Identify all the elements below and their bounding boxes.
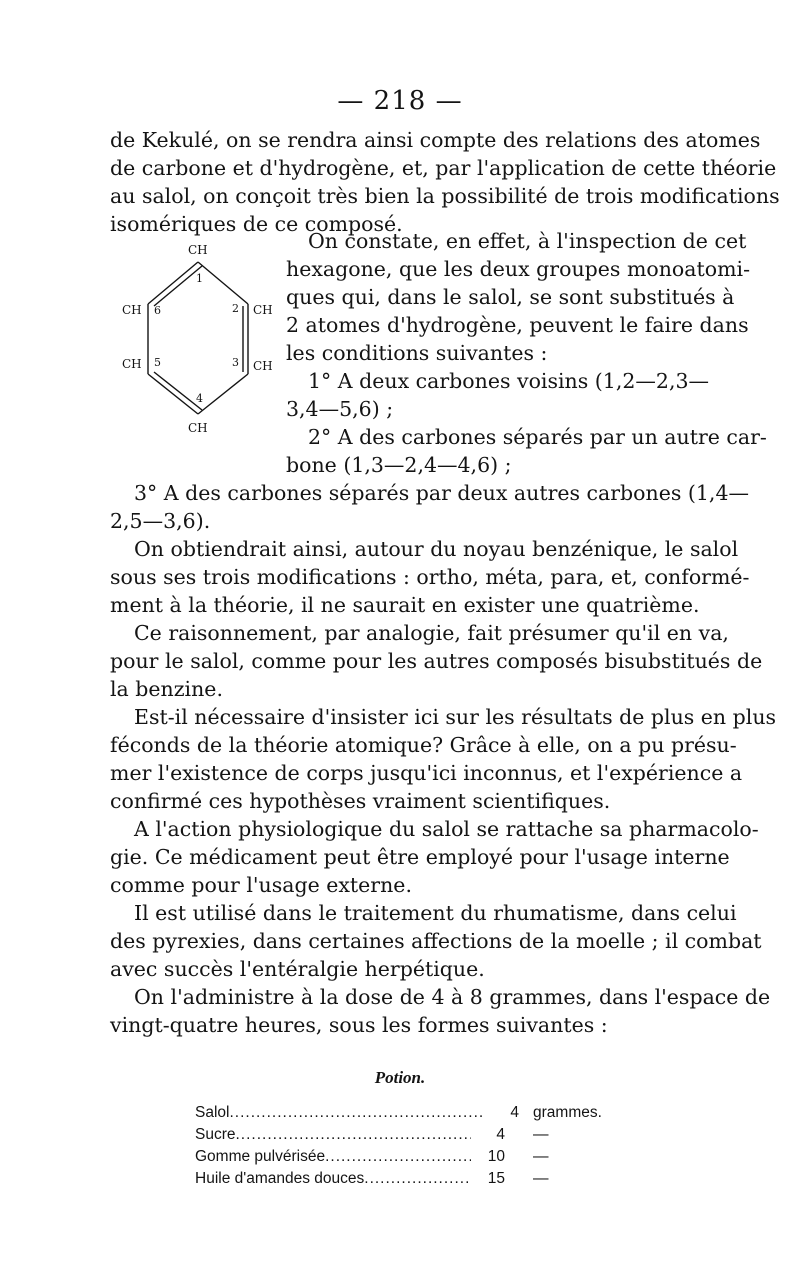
text-line: hexagone, que les deux groupes monoatomi-	[286, 257, 750, 281]
ingredient-unit: grammes.	[533, 1104, 602, 1121]
text-line: vingt-quatre heures, sous les formes suivantes :	[110, 1013, 608, 1037]
leader-dots	[236, 1126, 472, 1144]
text-line: de carbone et d'hydrogène, et, par l'application de cette théorie	[110, 156, 777, 180]
text-line: pour le salol, comme pour les autres composés bisubstitués de	[110, 649, 763, 673]
recipe-row	[195, 1148, 615, 1170]
position-3: 3	[232, 356, 239, 369]
leader-dots	[364, 1170, 471, 1188]
text-line: On l'administre à la dose de 4 à 8 grammes, dans l'espace de	[134, 985, 771, 1009]
text-line: bone (1,3—2,4—4,6) ;	[286, 453, 512, 477]
leader-dots	[325, 1148, 471, 1166]
position-6: 6	[154, 304, 161, 317]
text-line: 2,5—3,6).	[110, 509, 211, 533]
ingredient-quantity: 10	[487, 1148, 505, 1165]
ingredient-quantity: 4	[510, 1104, 519, 1121]
atom-ch-lower-left: CH	[122, 357, 142, 371]
ingredient-name: Gomme pulvérisée	[195, 1148, 326, 1165]
text-line: A l'action physiologique du salol se rattache sa pharmacolo-	[134, 817, 759, 841]
text-line: 1° A deux carbones voisins (1,2—2,3—	[308, 369, 710, 393]
text-line: gie. Ce médicament peut être employé pour l'usage interne	[110, 845, 730, 869]
position-2: 2	[232, 302, 239, 315]
text-line: 3° A des carbones séparés par deux autres carbones (1,4—	[134, 481, 749, 505]
ingredient-unit: —	[533, 1126, 549, 1143]
position-1: 1	[196, 272, 203, 285]
ingredient-name: Huile d'amandes douces	[195, 1170, 365, 1187]
text-line: mer l'existence de corps jusqu'ici inconnus, et l'expérience a	[110, 761, 743, 785]
text-line: Est-il nécessaire d'insister ici sur les résultats de plus en plus	[134, 705, 777, 729]
text-line: féconds de la théorie atomique? Grâce à elle, on a pu présu-	[110, 733, 737, 757]
text-line: comme pour l'usage externe.	[110, 873, 412, 897]
text-line: ques qui, dans le salol, se sont substitués à	[286, 285, 735, 309]
ingredient-name: Salol	[195, 1104, 230, 1121]
atom-ch-lower-right: CH	[253, 359, 273, 373]
recipe-title: Potion.	[374, 1068, 426, 1087]
leader-dots	[229, 1104, 485, 1122]
atom-ch-top: CH	[188, 243, 208, 257]
text-line: Ce raisonnement, par analogie, fait présumer qu'il en va,	[134, 621, 729, 645]
text-line: les conditions suivantes :	[286, 341, 548, 365]
text-line: sous ses trois modifications : ortho, méta, para, et, conformé-	[110, 565, 750, 589]
text-line: la benzine.	[110, 677, 223, 701]
position-4: 4	[196, 392, 203, 405]
position-5: 5	[154, 356, 161, 369]
text-line: 2° A des carbones séparés par un autre car-	[308, 425, 767, 449]
text-line: au salol, on conçoit très bien la possibilité de trois modifications	[110, 184, 780, 208]
recipe-row	[195, 1170, 615, 1192]
page-number: — 218 —	[337, 86, 463, 116]
benzene-hexagon-diagram	[118, 232, 278, 442]
ingredient-name: Sucre	[195, 1126, 236, 1143]
text-line: 2 atomes d'hydrogène, peuvent le faire dans	[286, 313, 749, 337]
atom-ch-upper-left: CH	[122, 303, 142, 317]
recipe-row	[195, 1126, 615, 1148]
recipe-row	[195, 1104, 615, 1126]
ingredient-quantity: 15	[487, 1170, 505, 1187]
text-line: 3,4—5,6) ;	[286, 397, 394, 421]
text-line: Il est utilisé dans le traitement du rhumatisme, dans celui	[134, 901, 737, 925]
text-line: confirmé ces hypothèses vraiment scientifiques.	[110, 789, 611, 813]
atom-ch-bottom: CH	[188, 421, 208, 435]
text-line: ment à la théorie, il ne saurait en exister une quatrième.	[110, 593, 700, 617]
text-line: de Kekulé, on se rendra ainsi compte des relations des atomes	[110, 128, 761, 152]
text-line: avec succès l'entéralgie herpétique.	[110, 957, 485, 981]
recipe-list	[195, 1104, 615, 1192]
text-line: On obtiendrait ainsi, autour du noyau benzénique, le salol	[134, 537, 739, 561]
text-line: des pyrexies, dans certaines affections de la moelle ; il combat	[110, 929, 762, 953]
atom-ch-upper-right: CH	[253, 303, 273, 317]
text-line: isomériques de ce composé.	[110, 212, 403, 236]
ingredient-unit: —	[533, 1170, 549, 1187]
ingredient-quantity: 4	[496, 1126, 505, 1143]
text-line: On constate, en effet, à l'inspection de cet	[308, 229, 747, 253]
ingredient-unit: —	[533, 1148, 549, 1165]
